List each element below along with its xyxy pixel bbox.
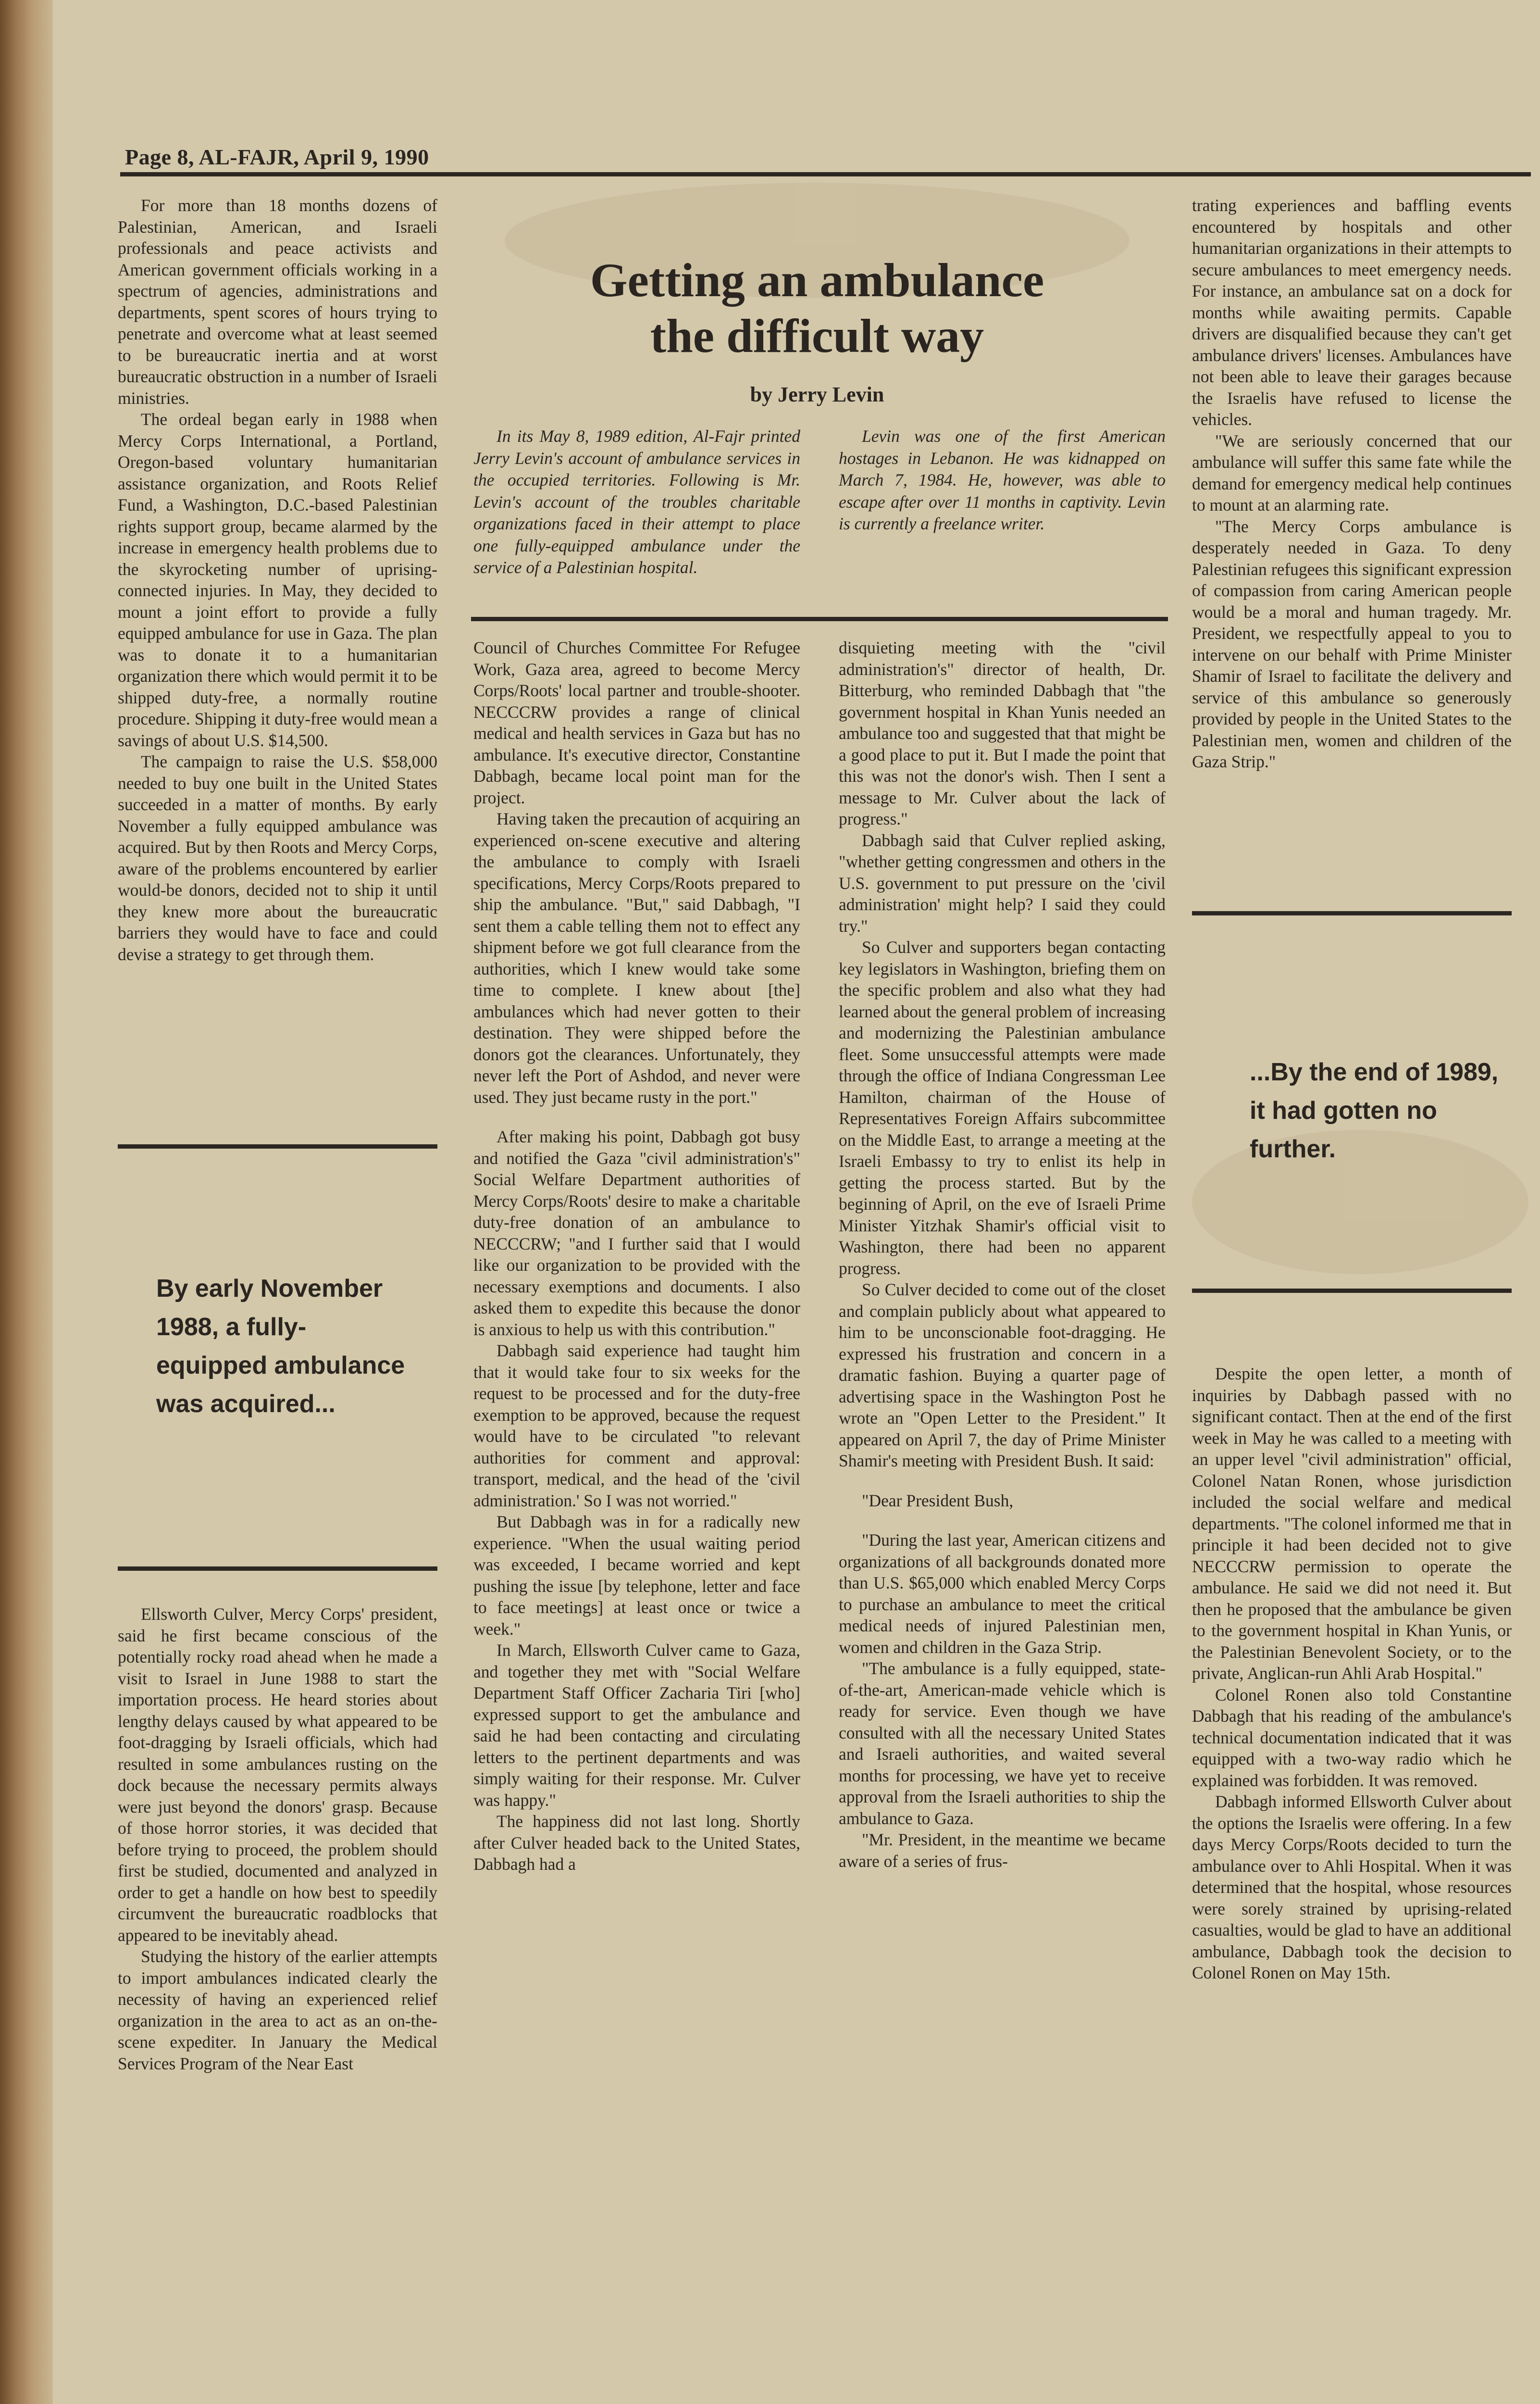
headline-line: the difficult way — [650, 309, 984, 363]
paragraph: trating experiences and baffling events encountered by hospitals and other humanitarian organizations in their attempts to secure ambulances to meet emergency needs. For instance, an ambulance sat on a dock for months while awaiting permits. Capable drivers are disqualified because they can't get ambulance drivers' licenses. Ambulances have not been able to leave their garages because the Israelis have refused to license the vehicles. — [1192, 196, 1512, 429]
paragraph: The campaign to raise the U.S. $58,000 needed to buy one built in the United States succeeded in a matter of months. By early November a fully equipped ambulance was acquired. But by then Roots and Mercy Corps, aware of the problems encountered by earlier would-be donors, decided not to ship it until they knew more about the bureaucratic barriers they would have to face and could devise a strategy to get through them. — [118, 752, 437, 964]
paragraph: Dabbagh informed Ellsworth Culver about the options the Israelis were offering. In a few days Mercy Corps/Roots decided to turn the ambulance over to Ahli Hospital. When it was determined that the hospital, whose resources were sorely strained by uprising-related casualties, would be glad to have an additional ambulance, Dabbagh took the decision to Colonel Ronen on May 15th. — [1192, 1792, 1512, 1982]
column-4-top — [1192, 195, 1512, 773]
page-folio: Page 8, AL-FAJR, April 9, 1990 — [125, 145, 429, 169]
column-4-bottom — [1192, 1363, 1512, 1984]
paragraph: Dabbagh said experience had taught him that it would take four to six weeks for the request to be processed and for the duty-free exemption to be approved, because the request would have to be circulated "to relevant authorities for comment and approval: transport, medical, and the head of the 'civil administration.' So I was not worried." — [473, 1341, 800, 1510]
byline: by Jerry Levin — [750, 383, 884, 406]
paragraph: "The Mercy Corps ambulance is desperately needed in Gaza. To deny Palestinian refugees this significant expression of compassion from caring American people would be a moral and human tragedy. Mr. President, we respectfully appeal to you to intervene on our behalf with Prime Minister Shamir of Israel to facilitate the delivery and service of this ambulance so generously provided by people in the United States to the Palestinian men, women and children of the Gaza Strip." — [1192, 516, 1512, 771]
intro-column-2 — [839, 426, 1166, 535]
column-2 — [473, 637, 800, 1875]
paragraph: In March, Ellsworth Culver came to Gaza, and together they met with "Social Welfare Department Staff Officer Zacharia Tiri [who] expressed support to get the ambulance and said he had been contacting and circulating letters to the pertinent departments and was simply waiting for their response. Mr. Culver was happy." — [473, 1640, 800, 1810]
paragraph: Dabbagh said that Culver replied asking, "whether getting congressmen and others in the U.S. government to put pressure on the 'civil administration' might help? I said they could try." — [839, 830, 1166, 936]
paragraph: So Culver decided to come out of the closet and complain publicly about what appeared to him to be unconscionable foot-dragging. He expressed his frustration and concern in a dramatic fashion. Buying a quarter page of advertising space in the Washington Post he wrote an "Open Letter to the President." It appeared on April 7, the day of Prime Minister Shamir's meeting with President Bush. It said: — [839, 1280, 1166, 1470]
intro-paragraph: Levin was one of the first American hostages in Lebanon. He was kidnapped on March 7, 1984. He, however, was able to escape after over 11 months in captivity. Levin is currently a freelance writer. — [839, 426, 1166, 533]
paragraph: The happiness did not last long. Shortly after Culver headed back to the United States, Dabbagh had a — [473, 1812, 800, 1874]
paragraph: The ordeal began early in 1988 when Mercy Corps International, a Portland, Oregon-based voluntary humanitarian assistance organization, and Roots Relief Fund, a Washington, D.C.-based Palestinian rights support group, became alarmed by the increase in emergency health problems due to the skyrocketing number of uprising-connected injuries. In May, they decided to mount a joint effort to provide a fully equipped ambulance for use in Gaza. The plan was to donate it to a humanitarian organization there which would permit it to be shipped duty-free, a normally routine procedure. Shipping it duty-free would mean a savings of about U.S. $14,500. — [118, 410, 437, 750]
header-rule — [120, 172, 1531, 176]
paragraph: "Dear President Bush, — [862, 1490, 1014, 1510]
paragraph: disquieting meeting with the "civil administration's" director of health, Dr. Bitterburg, who reminded Dabbagh that "the government hospital in Khan Yunis needed an ambulance too and suggested that that might be a good place to put it. But I made the point that this was not the donor's wish. Then I sent a message to Mr. Culver about the lack of progress." — [839, 638, 1166, 828]
column-rule — [118, 1144, 437, 1149]
headline — [500, 252, 1134, 364]
intro-column-1 — [473, 426, 800, 579]
paragraph: "We are seriously concerned that our ambulance will suffer this same fate while the demand for emergency medical help continues to mount at an alarming rate. — [1192, 431, 1512, 514]
intro-rule — [471, 617, 1168, 621]
page-header — [72, 144, 1509, 174]
column-3 — [839, 637, 1166, 1872]
paragraph: After making his point, Dabbagh got busy and notified the Gaza "civil administration's" Social Welfare Department authorities of Mercy Corps/Roots' desire to make a charitable duty-free donation of an ambulance to NECCCRW; "and I further said that I would like our organization to be provided with the necessary exemptions and documents. I also asked them to expedite this because the donor is anxious to help us with this contribution." — [473, 1127, 800, 1339]
paragraph: "During the last year, American citizens and organizations of all backgrounds donated more than U.S. $65,000 which enabled Mercy Corps to purchase an ambulance to meet the critical medical needs of injured Palestinian men, women and children in the Gaza Strip. — [839, 1530, 1166, 1657]
intro-paragraph: In its May 8, 1989 edition, Al-Fajr printed Jerry Levin's account of ambulance services in the occupied territories. Following is Mr. Levin's account of the troubles charitable organizations faced in their attempt to place one fully-equipped ambulance under the service of a Palestinian hospital. — [473, 426, 800, 577]
paragraph: Studying the history of the earlier attempts to import ambulances indicated clearly the necessity of having an experienced relief organization in the area to act as an on-the-scene expediter. In January the Medical Services Program of the Near East — [118, 1947, 437, 2073]
paragraph: But Dabbagh was in for a radically new experience. "When the usual waiting period was exceeded, I became worried and kept pushing the issue [by telephone, letter and face to face meetings] at least once or twice a week." — [473, 1512, 800, 1639]
paragraph: Ellsworth Culver, Mercy Corps' president, said he first became conscious of the potentially rocky road ahead when he made a visit to Israel in June 1988 to start the importation process. He heard stories about lengthy delays caused by what appeared to be foot-dragging by Israeli officials, which had resulted in some ambulances rusting on the dock because the necessary permits always were just beyond the donors' grasp. Because of those horror stories, it was decided that before trying to proceed, the problem should first be studied, documented and analyzed in order to get a handle on how best to speedily circumvent the bureaucratic roadblocks that appeared to be inevitably ahead. — [118, 1604, 437, 1945]
paragraph: Despite the open letter, a month of inquiries by Dabbagh passed with no significant contact. Then at the end of the first week in May he was called to a meeting with an upper level "civil administration" official, Colonel Natan Ronen, whose jurisdiction included the social welfare and medical departments. "The colonel informed me that in principle it had been decided not to give NECCCRW permission to operate the ambulance. He said we did not need it. But then he proposed that the ambulance be given to the government hospital in Khan Yunis, or the Palestinian Benevolent Society, or to the private, Anglican-run Ahli Arab Hospital." — [1192, 1364, 1512, 1683]
paragraph: Colonel Ronen also told Constantine Dabbagh that his reading of the ambulance's technical documentation indicated that it was equipped with a two-way radio which he explained was forbidden. It was removed. — [1192, 1685, 1512, 1790]
paragraph: Council of Churches Committee For Refugee Work, Gaza area, agreed to become Mercy Corps/Roots' local partner and trouble-shooter. NECCCRW provides a range of clinical medical and health services in Gaza but has no ambulance. It's executive director, Constantine Dabbagh, became local point man for the project. — [473, 638, 800, 807]
headline-line: Getting an ambulance — [590, 253, 1044, 307]
column-rule — [118, 1566, 437, 1571]
paragraph: Having taken the precaution of acquiring an experienced on-scene executive and altering the ambulance to comply with Israeli specifications, Mercy Corps/Roots prepared to ship the ambulance. "But," said Dabbagh, "I sent them a cable telling them not to effect any shipment before we got full clearance from the authorities, which I knew would take some time to complete. I knew about [the] ambulances which had never gotten to their destination. They were shipped before the donors got the clearances. Unfortunately, they never left the Port of Ashdod, and never were used. They just became rusty in the port." — [473, 809, 800, 1107]
book-binding — [0, 0, 53, 2404]
paragraph: For more than 18 months dozens of Palestinian, American, and Israeli professionals and peace activists and American government officials working in a spectrum of agencies, administrations and departments, spent scores of hours trying to penetrate and overcome what at least seemed to be bureaucratic inertia and at worst bureaucratic obstruction in a number of Israeli ministries. — [118, 196, 437, 408]
paragraph: "The ambulance is a fully equipped, state-of-the-art, American-made vehicle which is ready for service. Even though we have consulted with all the necessary United States and Israeli authorities, and waited several months for processing, we have yet to receive approval from the Israeli authorities to ship the ambulance to Gaza. — [839, 1659, 1166, 1828]
column-1-top — [118, 195, 437, 965]
paragraph: "Mr. President, in the meantime we became aware of a series of frus- — [839, 1830, 1166, 1871]
paragraph: So Culver and supporters began contacting key legislators in Washington, briefing them on the specific problem and also what they had learned about the general problem of increasing and modernizing the Palestinian ambulance fleet. Some unsuccessful attempts were made through the office of Indiana Congressman Lee Hamilton, chairman of the House of Representatives Foreign Affairs subcommittee on the Middle East, to arrange a meeting at the Israeli Embassy to try to enlist its help in getting the process started. But by the beginning of April, on the eve of Israeli Prime Minister Yitzhak Shamir's official visit to Washington, there had been no apparent progress. — [839, 938, 1166, 1278]
pull-quote-left: By early November 1988, a fully-equipped ambulance was acquired... — [156, 1275, 405, 1418]
column-rule — [1192, 911, 1512, 915]
pull-quote-right: ...By the end of 1989, it had gotten no further. — [1250, 1058, 1499, 1163]
column-rule — [1192, 1289, 1512, 1293]
column-1-bottom — [118, 1603, 437, 2074]
